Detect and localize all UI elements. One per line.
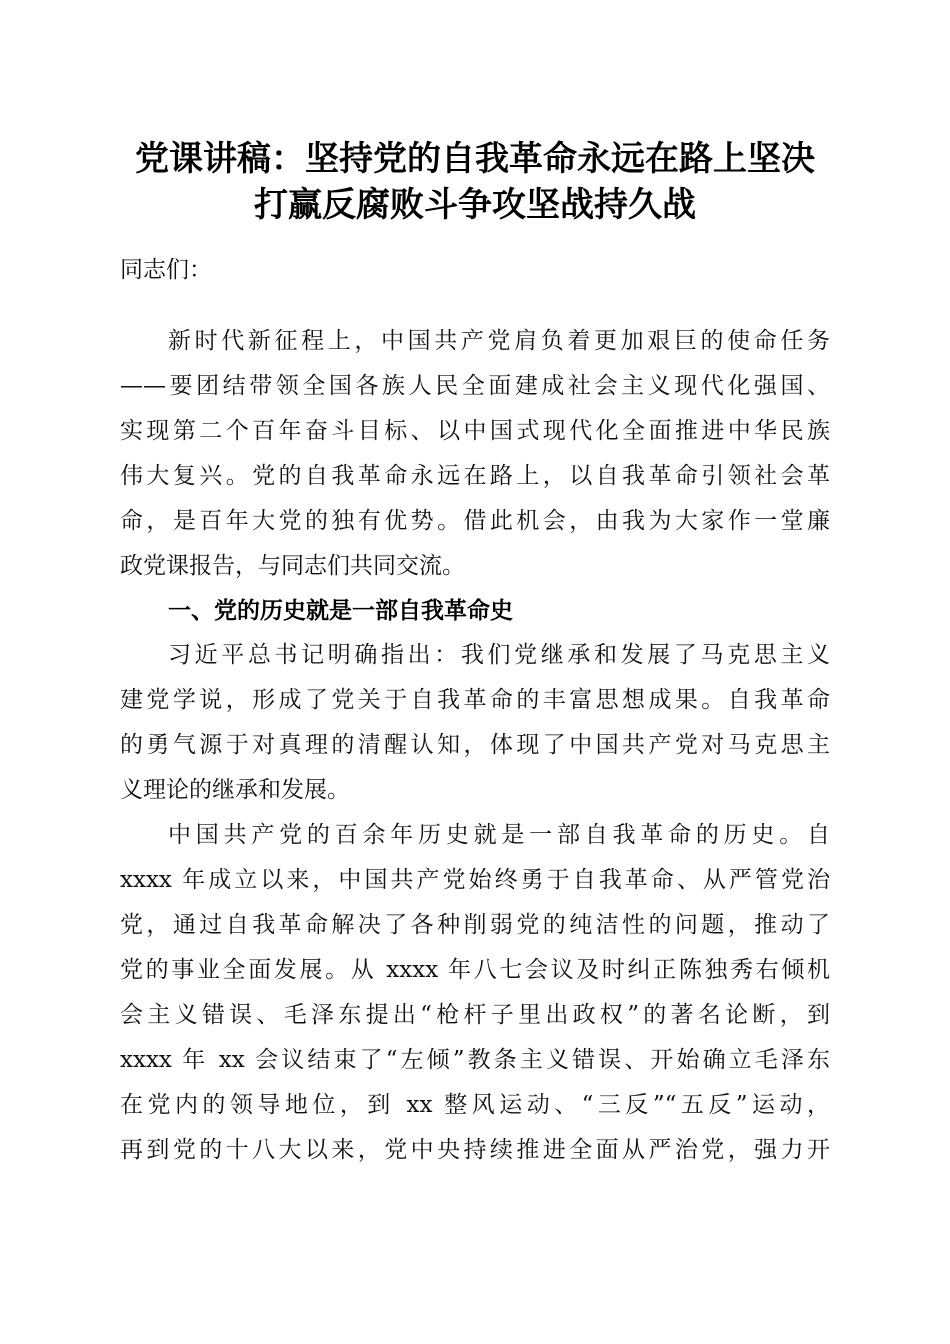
section-1-paragraph-2-line-1: 中国共产党的百余年历史就是一部自我革命的历史。自 bbox=[168, 822, 830, 848]
paragraph-1-line-5: 命，是百年大党的独有优势。借此机会，由我为大家作一堂廉 bbox=[120, 508, 830, 534]
paragraph-1-line-6: 政党课报告，与同志们共同交流。 bbox=[120, 553, 465, 579]
section-1-paragraph-2-line-6: xxxx 年 xx 会议结束了“左倾”教条主义错误、开始确立毛泽东 bbox=[120, 1047, 830, 1073]
section-1-paragraph-1-line-4: 义理论的继承和发展。 bbox=[120, 777, 350, 803]
document-title-line-2: 打赢反腐败斗争攻坚战持久战 bbox=[254, 185, 696, 225]
section-1-paragraph-1-line-2: 建党学说，形成了党关于自我革命的丰富思想成果。自我革命 bbox=[120, 687, 830, 713]
paragraph-1-line-4: 伟大复兴。党的自我革命永远在路上，以自我革命引领社会革 bbox=[120, 463, 830, 489]
section-1-paragraph-1-line-1: 习近平总书记明确指出：我们党继承和发展了马克思主义 bbox=[168, 642, 830, 668]
paragraph-1-line-1: 新时代新征程上，中国共产党肩负着更加艰巨的使命任务 bbox=[168, 328, 830, 354]
paragraph-1-line-2: ——要团结带领全国各族人民全面建成社会主义现代化强国、 bbox=[120, 373, 830, 399]
salutation: 同志们： bbox=[120, 257, 212, 283]
section-1-paragraph-2-line-2: xxxx 年成立以来，中国共产党始终勇于自我革命、从严管党治 bbox=[120, 867, 830, 893]
section-1-paragraph-2-line-8: 再到党的十八大以来，党中央持续推进全面从严治党，强力开 bbox=[120, 1137, 830, 1163]
section-1-paragraph-1-line-3: 的勇气源于对真理的清醒认知，体现了中国共产党对马克思主 bbox=[120, 732, 830, 758]
section-1-paragraph-2-line-5: 会主义错误、毛泽东提出“枪杆子里出政权”的著名论断，到 bbox=[120, 1002, 830, 1028]
section-1-paragraph-2-line-3: 党，通过自我革命解决了各种削弱党的纯洁性的问题，推动了 bbox=[120, 912, 830, 938]
document-title-line-1: 党课讲稿：坚持党的自我革命永远在路上坚决 bbox=[135, 139, 815, 179]
section-1-heading: 一、党的历史就是一部自我革命史 bbox=[168, 598, 513, 624]
section-1-paragraph-2-line-7: 在党内的领导地位，到 xx 整风运动、“三反”“五反”运动， bbox=[120, 1092, 830, 1118]
paragraph-1-line-3: 实现第二个百年奋斗目标、以中国式现代化全面推进中华民族 bbox=[120, 418, 830, 444]
section-1-paragraph-2-line-4: 党的事业全面发展。从 xxxx 年八七会议及时纠正陈独秀右倾机 bbox=[120, 957, 830, 983]
